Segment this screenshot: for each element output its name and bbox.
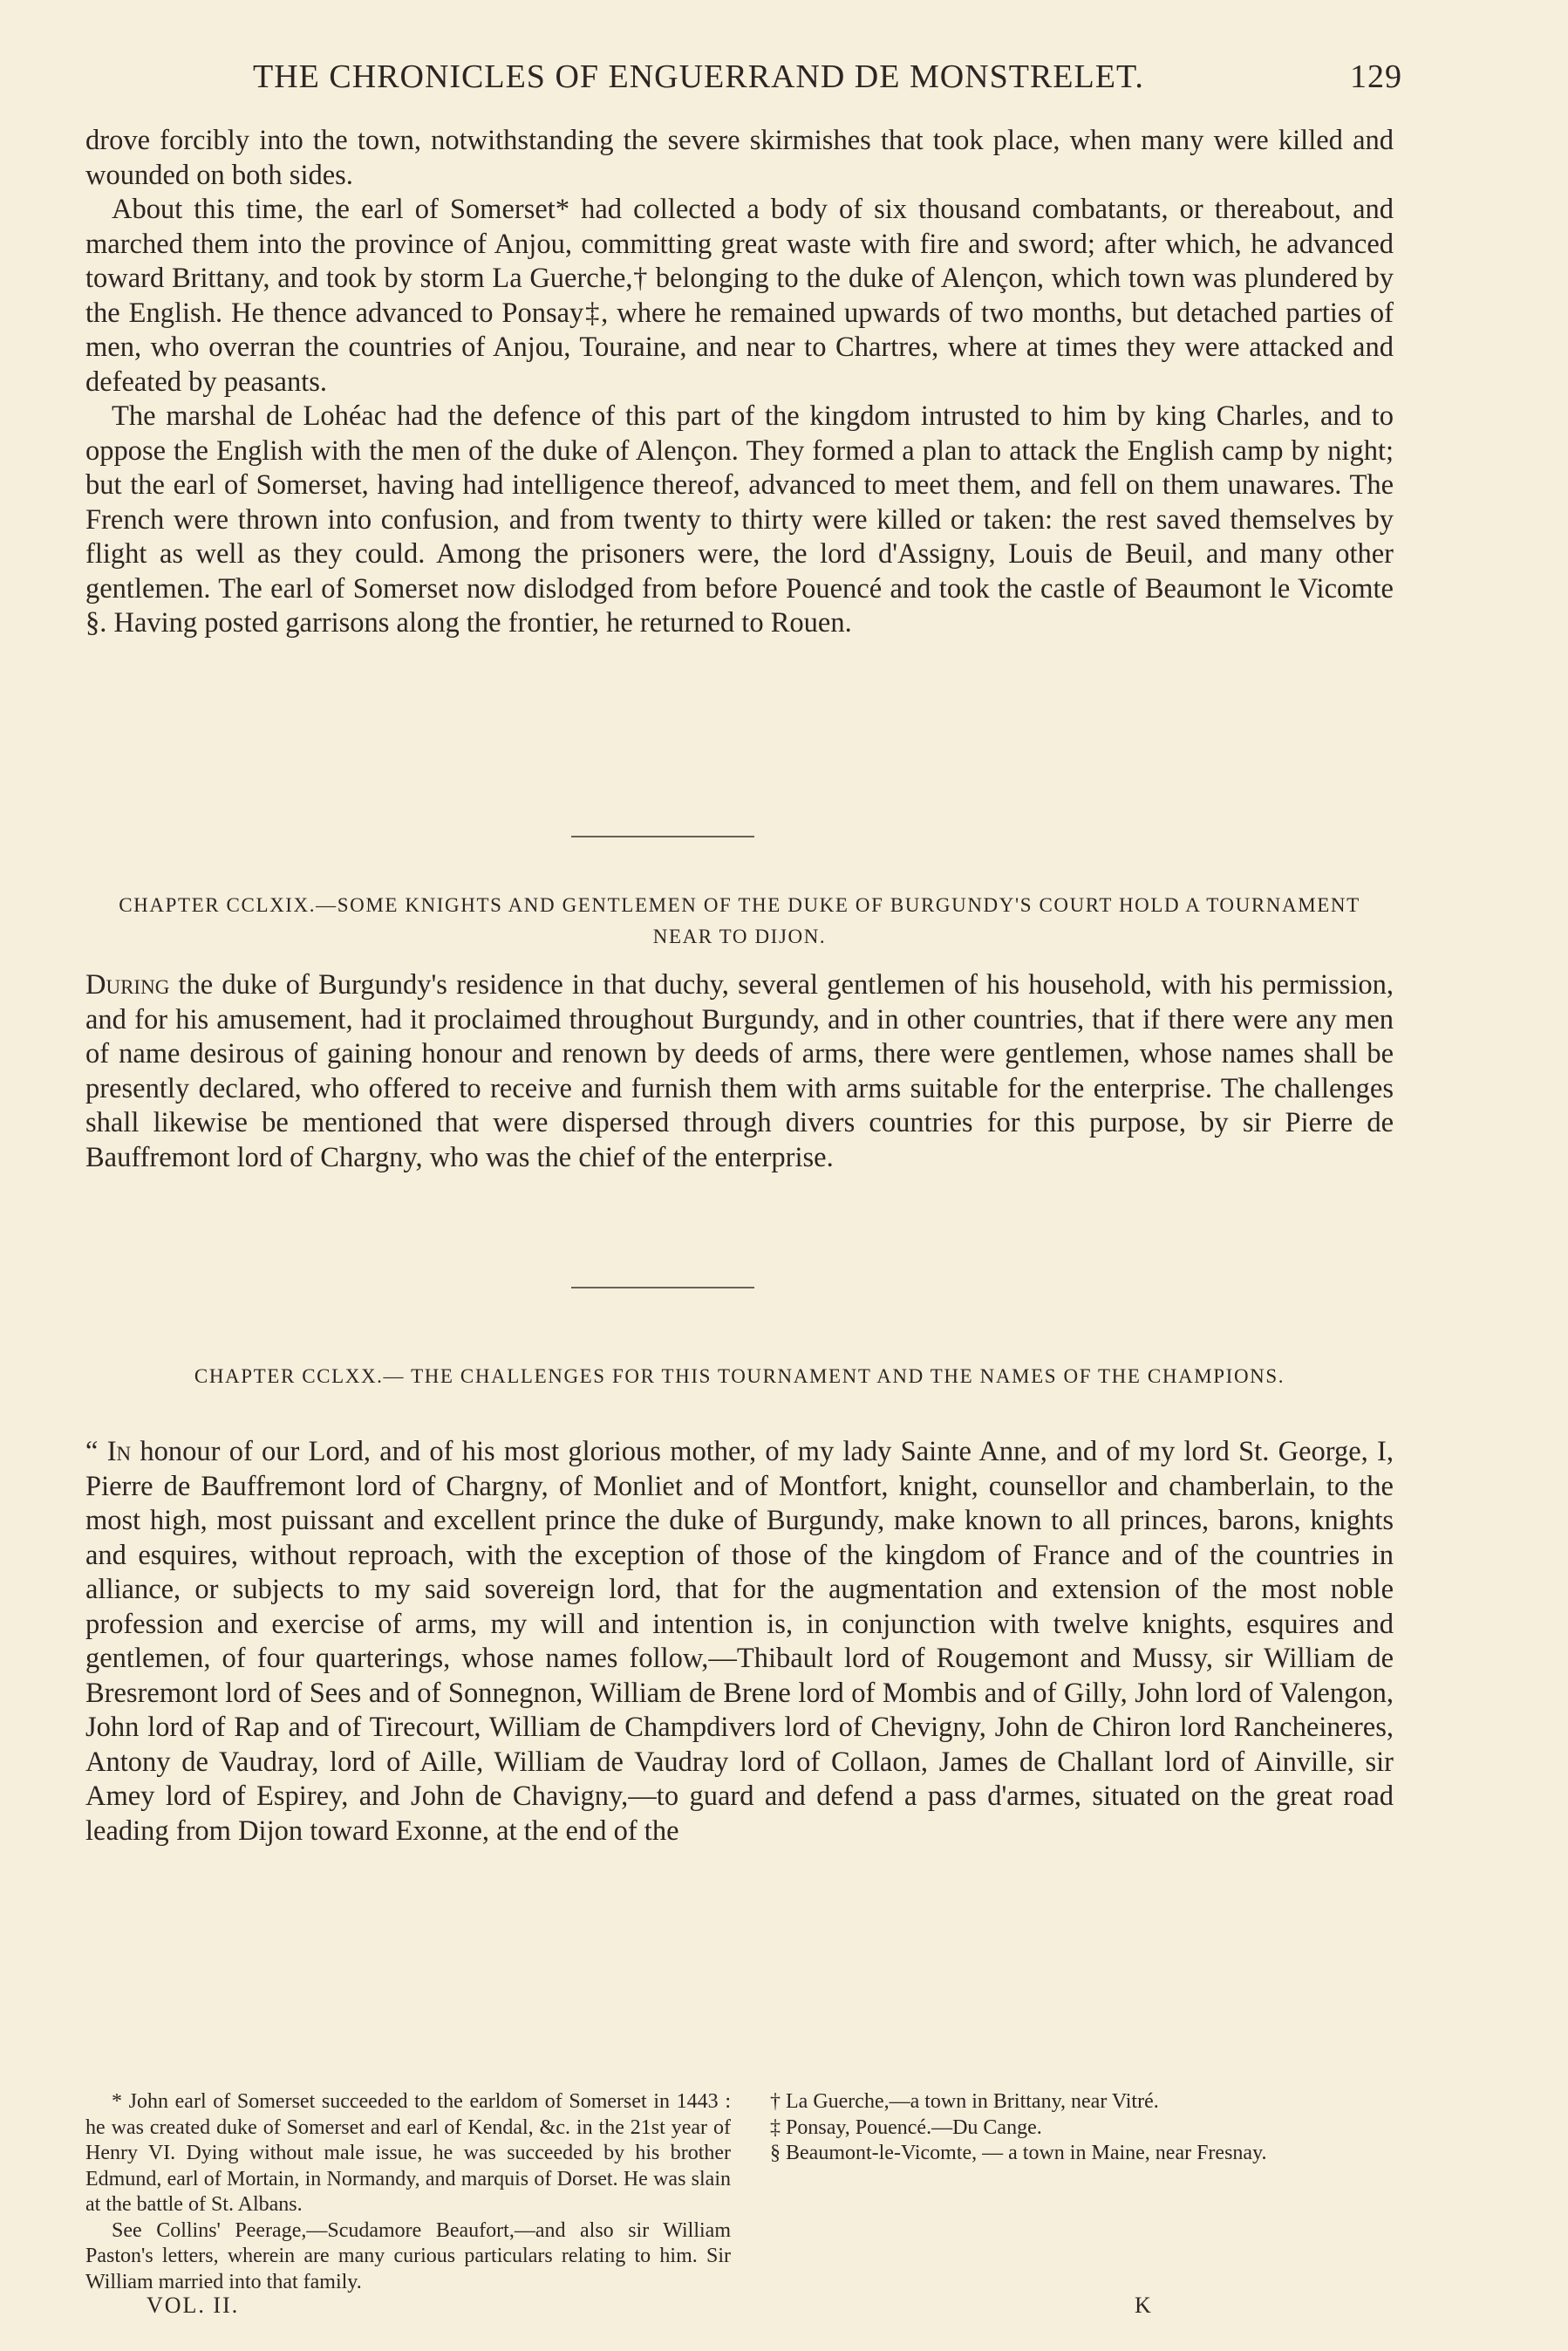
paragraph-loheac: The marshal de Lohéac had the defence of this part of the kingdom intrusted to him by king Charles, and to oppose the English with the men of the duke of Alençon. They formed a plan to attack the English camp by night; but the earl of Somerset, having had intelligence thereof, advanced to meet them, and fell on them unawares. The French were thrown into confusion, and from twenty to thirty were killed or taken: the rest saved themselves by flight as well as they could. Among the prisoners were, the lord d'Assigny, Louis de Beuil, and many other gentlemen. The earl of Somerset now dislodged from before Pouencé and took the castle of Beaumont le Vicomte §. Having posted garrisons along the frontier, he returned to Rouen. (85, 400, 1394, 639)
opening-section (85, 124, 1394, 641)
chapter-269-heading: CHAPTER CCLXIX.—SOME KNIGHTS AND GENTLEMEN OF THE DUKE OF BURGUNDY'S COURT HOLD A TOURNAMENT NEAR TO DIJON. (119, 894, 1360, 947)
section-divider (571, 836, 754, 837)
volume-label: VOL. II. (147, 2293, 240, 2318)
footnote-ponsay: ‡ Ponsay, Pouencé.—Du Cange. (770, 2115, 1042, 2139)
chapter-270-heading: CHAPTER CCLXX.— THE CHALLENGES FOR THIS TOURNAMENT AND THE NAMES OF THE CHAMPIONS. (194, 1365, 1285, 1387)
chapter-269-body (85, 968, 1394, 1175)
footnotes-left-column (85, 2089, 731, 2295)
chapter-269-paragraph (85, 968, 1394, 1175)
chapter-270-lead: “ In (85, 1436, 132, 1467)
running-header (253, 58, 1402, 101)
footnote-somerset: * John earl of Somerset succeeded to the earldom of Somerset in 1443 : he was created duke of Somerset and earl of Kendal, &c. in the 21st year of Henry VI. Dying without male issue, he was succeeded by his brother Edmund, earl of Mortain, in Normandy, and marquis of Dorset. He was slain at the battle of St. Albans. (85, 2090, 731, 2216)
footnotes-right-column (744, 2089, 1389, 2167)
paragraph-somerset: About this time, the earl of Somerset* had collected a body of six thousand combatants, or thereabout, and marched them into the province of Anjou, committing great waste with fire and sword; after which, he advanced toward Brittany, and took by storm La Guerche,† belonging to the duke of Alençon, which town was plundered by the English. He thence advanced to Ponsay‡, where he remained upwards of two months, but detached parties of men, who overran the countries of Anjou, Touraine, and near to Chartres, where at times they were attacked and defeated by peasants. (85, 194, 1394, 398)
footnote-la-guerche: † La Guerche,—a town in Brittany, near Vitré. (770, 2090, 1159, 2113)
footnote-beaumont: § Beaumont-le-Vicomte, — a town in Maine, near Fresnay. (770, 2142, 1267, 2164)
page-footer (85, 2293, 1394, 2324)
page-number: 129 (1350, 58, 1402, 95)
chapter-270-text: honour of our Lord, and of his most glorious mother, of my lady Sainte Anne, and of my lord St. George, I, Pierre de Bauffremont lord of Chargny, of Monliet and of Montfort, knight, counsellor and chamberlain, to the most high, most puissant and excellent prince the duke of Burgundy, make known to all princes, barons, knights and esquires, without reproach, with the exception of those of the kingdom of France and of the countries in alliance, or subjects to my said sovereign lord, that for the augmentation and extension of the most noble profession and exercise of arms, my will and intention is, in conjunction with twelve knights, esquires and gentlemen, of four quarterings, whose names follow,—Thibault lord of Rougemont and Mussy, sir William de Bresremont lord of Sees and of Sonnegnon, William de Brene lord of Mombis and of Gilly, John lord of Valengon, John lord of Rap and of Tirecourt, William de Champdivers lord of Chevigny, John de Chiron lord Rancheineres, Antony de Vaudray, lord of Aille, William de Vaudray lord of Collaon, James de Challant lord of Ainville, sir Amey lord of Espirey, and John de Chavigny,—to guard and defend a pass d'armes, situated on the great road leading from Dijon toward Exonne, at the end of the (85, 1436, 1394, 1847)
chapter-270-body (85, 1435, 1394, 1849)
signature-mark: K (1135, 2293, 1153, 2318)
paragraph-continuation: drove forcibly into the town, notwithstanding the severe skirmishes that took place, when many were killed and wounded on both sides. (85, 125, 1394, 191)
section-divider (571, 1287, 754, 1288)
running-title: THE CHRONICLES OF ENGUERRAND DE MONSTRELET. (253, 58, 1144, 95)
chapter-270-paragraph (85, 1435, 1394, 1849)
chapter-269-lead: During (85, 969, 170, 1001)
chapter-269-text: the duke of Burgundy's residence in that duchy, several gentlemen of his household, with his permission, and for his amusement, had it proclaimed throughout Burgundy, and in other countries, that if there were any men of name desirous of gaining honour and renown by deeds of arms, there were gentlemen, whose names shall be presently declared, who offered to receive and furnish them with arms suitable for the enterprise. The challenges shall likewise be mentioned that were dispersed through divers countries for this purpose, by sir Pierre de Bauffremont lord of Chargny, who was the chief of the enterprise. (85, 969, 1394, 1173)
footnote-somerset-continued: See Collins' Peerage,—Scudamore Beaufort,—and also sir William Paston's letters, wherein are many curious particulars relating to him. Sir William married into that family. (85, 2218, 731, 2293)
